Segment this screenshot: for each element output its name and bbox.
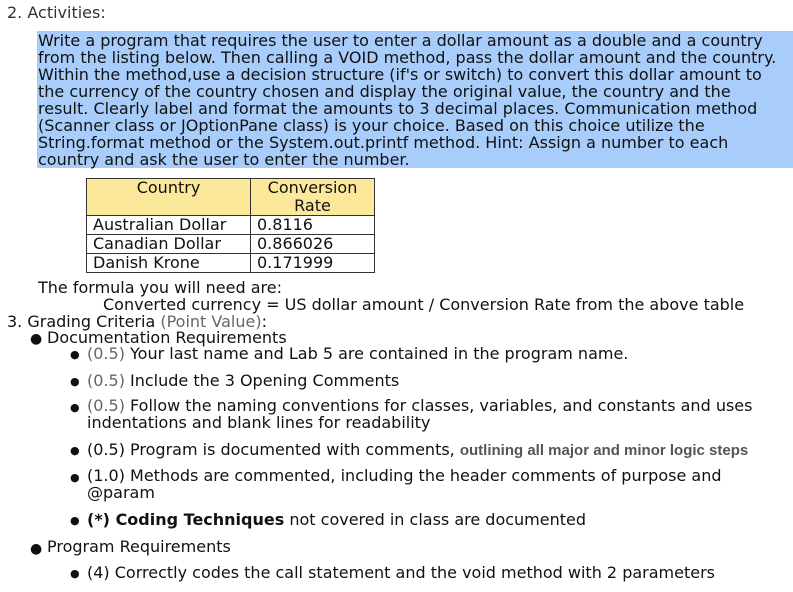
program-title: Program Requirements <box>47 537 231 556</box>
grading-heading-main: 3. Grading Criteria <box>7 312 161 331</box>
paragraph-line: String.format method or the System.out.printf method. Hint: Assign a number to each <box>38 133 729 152</box>
criteria-emphasis: outlining all major and minor logic steps <box>459 442 749 459</box>
criteria-text: Program is documented with comments, <box>124 440 460 459</box>
criteria-text: Include the 3 Opening Comments <box>124 371 400 390</box>
table-header-row <box>87 179 375 216</box>
paragraph-line: result. Clearly label and format the amounts to 3 decimal places. Communication method <box>38 99 758 118</box>
criteria-points: (0.5) <box>87 440 125 459</box>
table-row <box>87 235 375 254</box>
criteria-points: (*) Coding Techniques <box>87 510 285 529</box>
criteria-points: (1.0) <box>87 466 125 485</box>
criteria-item <box>87 344 628 363</box>
paragraph-line: Write a program that requires the user to enter a dollar amount as a double and a country <box>38 31 763 50</box>
header-rate-line2: Rate <box>294 196 331 215</box>
criteria-item <box>87 397 752 431</box>
criteria-text-continued: indentations and blank lines for readability <box>87 413 431 432</box>
bullet-icon: ● <box>30 331 43 347</box>
criteria-points: (0.5) <box>87 396 125 415</box>
paragraph-line: (Scanner class or JOptionPane class) is your choice. Based on this choice utilize the <box>38 116 705 135</box>
header-rate-line1: Conversion <box>267 178 358 197</box>
documentation-title: Documentation Requirements <box>47 328 287 347</box>
paragraph-line: Within the method,use a decision structure (if's or switch) to convert this dollar amount to <box>38 65 762 84</box>
bullet-icon: ● <box>70 514 80 527</box>
header-rate <box>251 179 375 216</box>
paragraph-line: from the listing below. Then calling a VOID method, pass the dollar amount and the country. <box>38 48 777 67</box>
conversion-table <box>86 178 375 273</box>
bullet-icon: ● <box>70 471 80 484</box>
grading-heading-colon: : <box>261 312 267 331</box>
criteria-item <box>87 467 721 501</box>
bullet-icon: ● <box>70 375 80 388</box>
criteria-item <box>87 440 748 459</box>
formula-intro: The formula you will need are: <box>38 278 282 297</box>
formula-equation: Converted currency = US dollar amount / Conversion Rate from the above table <box>103 295 745 314</box>
criteria-item <box>87 371 399 390</box>
criteria-text: Your last name and Lab 5 are contained in the program name. <box>124 344 629 363</box>
country-cell: Canadian Dollar <box>87 235 251 254</box>
criteria-text: not covered in class are documented <box>284 510 587 529</box>
criteria-text: Methods are commented, including the header comments of purpose and <box>124 466 722 485</box>
rate-cell: 0.171999 <box>251 254 375 273</box>
paragraph-line: country and ask the user to enter the number. <box>38 150 410 169</box>
criteria-item <box>87 510 586 529</box>
table-row <box>87 254 375 273</box>
grading-heading-points: (Point Value) <box>160 312 262 331</box>
rate-cell: 0.866026 <box>251 235 375 254</box>
activities-heading: 2. Activities: <box>7 3 106 22</box>
criteria-text: Follow the naming conventions for classes, variables, and constants and uses <box>124 396 753 415</box>
paragraph-line: the currency of the country chosen and display the original value, the country and the <box>38 82 731 101</box>
criteria-item: (4) Correctly codes the call statement and the void method with 2 parameters <box>87 563 715 582</box>
criteria-points: (0.5) <box>87 371 125 390</box>
bullet-icon: ● <box>70 401 80 414</box>
country-cell: Danish Krone <box>87 254 251 273</box>
bullet-icon: ● <box>70 567 80 580</box>
rate-cell: 0.8116 <box>251 216 375 235</box>
criteria-text-continued: @param <box>87 483 155 502</box>
criteria-points: (0.5) <box>87 344 125 363</box>
bullet-icon: ● <box>30 541 43 557</box>
bullet-icon: ● <box>70 348 80 361</box>
country-cell: Australian Dollar <box>87 216 251 235</box>
table-row <box>87 216 375 235</box>
bullet-icon: ● <box>70 444 80 457</box>
header-country: Country <box>87 179 251 216</box>
